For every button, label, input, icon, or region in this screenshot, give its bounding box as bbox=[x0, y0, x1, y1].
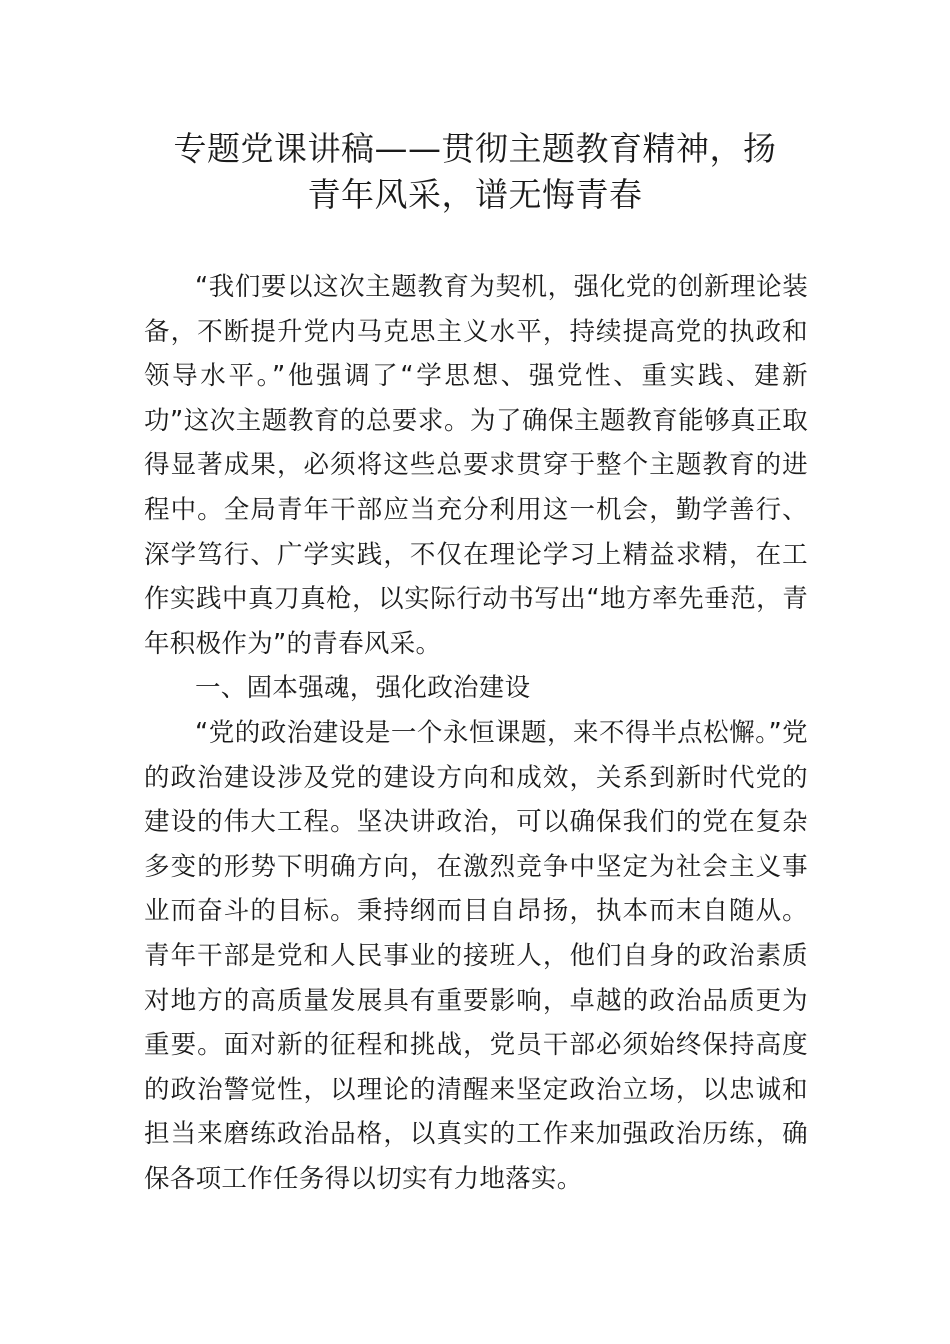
paragraph-intro: “我们要以这次主题教育为契机，强化党的创新理论装备，不断提升党内马克思主义水平，持续提高党的执政和领导水平。”他强调了“学思想、强党性、重实践、建新功”这次主题教育的总要求。为了确保主题教育能够真正取得显著成果，必须将这些总要求贯穿于整个主题教育的进程中。全局青年干部应当充分利用这一机会，勤学善行、深学笃行、广学实践，不仅在理论学习上精益求精，在工作实践中真刀真枪，以实际行动书写出“地方率先垂范，青年积极作为”的青春风采。 bbox=[144, 272, 808, 659]
title-line-1: 专题党课讲稿——贯彻主题教育精神，扬 bbox=[173, 129, 777, 168]
document-body bbox=[144, 265, 808, 1201]
title-line-2: 青年风采，谱无悔青春 bbox=[307, 175, 643, 214]
section-heading-1: 一、固本强魂，强化政治建设 bbox=[195, 673, 531, 704]
document-title bbox=[140, 126, 810, 218]
paragraph-political-building: “党的政治建设是一个永恒课题，来不得半点松懈。”党的政治建设涉及党的建设方向和成效，关系到新时代党的建设的伟大工程。坚决讲政治，可以确保我们的党在复杂多变的形势下明确方向，在激烈竞争中坚定为社会主义事业而奋斗的目标。秉持纲而目自昂扬，执本而末自随从。青年干部是党和人民事业的接班人，他们自身的政治素质对地方的高质量发展具有重要影响，卓越的政治品质更为重要。面对新的征程和挑战，党员干部必须始终保持高度的政治警觉性，以理论的清醒来坚定政治立场，以忠诚和担当来磨练政治品格，以真实的工作来加强政治历练，确保各项工作任务得以切实有力地落实。 bbox=[144, 717, 808, 1194]
